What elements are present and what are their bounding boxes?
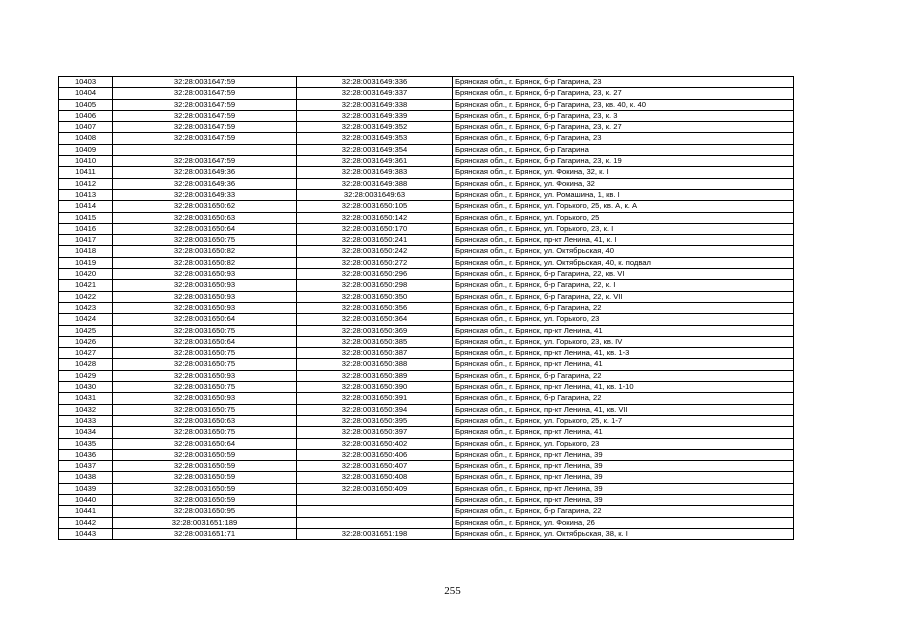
quarter-cadastral-number-cell: 32:28:0031650:93 xyxy=(113,393,297,404)
record-number-cell: 10439 xyxy=(59,483,113,494)
object-cadastral-number-cell: 32:28:0031650:407 xyxy=(297,461,453,472)
record-number-cell: 10422 xyxy=(59,291,113,302)
address-cell: Брянская обл., г. Брянск, пр-кт Ленина, 41 xyxy=(453,325,794,336)
address-cell: Брянская обл., г. Брянск, пр-кт Ленина, 41 xyxy=(453,359,794,370)
address-cell: Брянская обл., г. Брянск, ул. Горького, 25 xyxy=(453,212,794,223)
object-cadastral-number-cell: 32:28:0031650:242 xyxy=(297,246,453,257)
quarter-cadastral-number-cell: 32:28:0031650:64 xyxy=(113,336,297,347)
object-cadastral-number-cell: 32:28:0031650:241 xyxy=(297,235,453,246)
address-cell: Брянская обл., г. Брянск, ул. Горького, 23 xyxy=(453,438,794,449)
quarter-cadastral-number-cell: 32:28:0031650:93 xyxy=(113,370,297,381)
object-cadastral-number-cell: 32:28:0031650:170 xyxy=(297,223,453,234)
quarter-cadastral-number-cell: 32:28:0031650:82 xyxy=(113,257,297,268)
table-row xyxy=(59,201,794,212)
table-row xyxy=(59,427,794,438)
table-row xyxy=(59,280,794,291)
quarter-cadastral-number-cell: 32:28:0031650:93 xyxy=(113,291,297,302)
record-number-cell: 10407 xyxy=(59,122,113,133)
address-cell: Брянская обл., г. Брянск, пр-кт Ленина, 39 xyxy=(453,494,794,505)
record-number-cell: 10429 xyxy=(59,370,113,381)
record-number-cell: 10413 xyxy=(59,189,113,200)
record-number-cell: 10403 xyxy=(59,77,113,88)
object-cadastral-number-cell xyxy=(297,494,453,505)
address-cell: Брянская обл., г. Брянск, б-р Гагарина, 23, к. 27 xyxy=(453,122,794,133)
object-cadastral-number-cell xyxy=(297,517,453,528)
table-row xyxy=(59,189,794,200)
quarter-cadastral-number-cell: 32:28:0031649:36 xyxy=(113,178,297,189)
address-cell: Брянская обл., г. Брянск, ул. Октябрьская, 38, к. I xyxy=(453,528,794,539)
address-cell: Брянская обл., г. Брянск, б-р Гагарина, 23, к. 3 xyxy=(453,110,794,121)
record-number-cell: 10428 xyxy=(59,359,113,370)
address-cell: Брянская обл., г. Брянск, ул. Октябрьская, 40 xyxy=(453,246,794,257)
record-number-cell: 10411 xyxy=(59,167,113,178)
object-cadastral-number-cell: 32:28:0031650:406 xyxy=(297,449,453,460)
record-number-cell: 10436 xyxy=(59,449,113,460)
table-row xyxy=(59,122,794,133)
record-number-cell: 10416 xyxy=(59,223,113,234)
record-number-cell: 10410 xyxy=(59,156,113,167)
table-row xyxy=(59,449,794,460)
address-cell: Брянская обл., г. Брянск, б-р Гагарина, 22 xyxy=(453,393,794,404)
address-cell: Брянская обл., г. Брянск, б-р Гагарина, 23 xyxy=(453,133,794,144)
table-row xyxy=(59,88,794,99)
table-row xyxy=(59,235,794,246)
quarter-cadastral-number-cell: 32:28:0031650:75 xyxy=(113,382,297,393)
quarter-cadastral-number-cell xyxy=(113,144,297,155)
quarter-cadastral-number-cell: 32:28:0031650:82 xyxy=(113,246,297,257)
table-row xyxy=(59,246,794,257)
record-number-cell: 10442 xyxy=(59,517,113,528)
address-cell: Брянская обл., г. Брянск, ул. Горького, 23, к. I xyxy=(453,223,794,234)
address-cell: Брянская обл., г. Брянск, пр-кт Ленина, 39 xyxy=(453,472,794,483)
object-cadastral-number-cell: 32:28:0031650:394 xyxy=(297,404,453,415)
object-cadastral-number-cell: 32:28:0031650:397 xyxy=(297,427,453,438)
table-row xyxy=(59,314,794,325)
quarter-cadastral-number-cell: 32:28:0031650:59 xyxy=(113,494,297,505)
object-cadastral-number-cell: 32:28:0031650:272 xyxy=(297,257,453,268)
table-row xyxy=(59,77,794,88)
quarter-cadastral-number-cell: 32:28:0031647:59 xyxy=(113,122,297,133)
table-row xyxy=(59,167,794,178)
quarter-cadastral-number-cell: 32:28:0031647:59 xyxy=(113,133,297,144)
table-row xyxy=(59,382,794,393)
object-cadastral-number-cell: 32:28:0031650:395 xyxy=(297,415,453,426)
record-number-cell: 10432 xyxy=(59,404,113,415)
address-cell: Брянская обл., г. Брянск, б-р Гагарина, 23 xyxy=(453,77,794,88)
quarter-cadastral-number-cell: 32:28:0031650:75 xyxy=(113,427,297,438)
table-row xyxy=(59,393,794,404)
object-cadastral-number-cell: 32:28:0031649:361 xyxy=(297,156,453,167)
object-cadastral-number-cell: 32:28:0031650:391 xyxy=(297,393,453,404)
object-cadastral-number-cell: 32:28:0031649:383 xyxy=(297,167,453,178)
address-cell: Брянская обл., г. Брянск, ул. Горького, 25, к. 1-7 xyxy=(453,415,794,426)
record-number-cell: 10434 xyxy=(59,427,113,438)
address-cell: Брянская обл., г. Брянск, пр-кт Ленина, 41, кв. 1-10 xyxy=(453,382,794,393)
quarter-cadastral-number-cell: 32:28:0031649:33 xyxy=(113,189,297,200)
address-cell: Брянская обл., г. Брянск, б-р Гагарина, 23, к. 19 xyxy=(453,156,794,167)
table-row xyxy=(59,144,794,155)
record-number-cell: 10406 xyxy=(59,110,113,121)
table-row xyxy=(59,99,794,110)
table-row xyxy=(59,257,794,268)
table-row xyxy=(59,133,794,144)
object-cadastral-number-cell: 32:28:0031650:388 xyxy=(297,359,453,370)
quarter-cadastral-number-cell: 32:28:0031650:59 xyxy=(113,449,297,460)
record-number-cell: 10409 xyxy=(59,144,113,155)
record-number-cell: 10414 xyxy=(59,201,113,212)
address-cell: Брянская обл., г. Брянск, б-р Гагарина, 22 xyxy=(453,370,794,381)
record-number-cell: 10433 xyxy=(59,415,113,426)
quarter-cadastral-number-cell: 32:28:0031647:59 xyxy=(113,156,297,167)
object-cadastral-number-cell: 32:28:0031649:337 xyxy=(297,88,453,99)
address-cell: Брянская обл., г. Брянск, пр-кт Ленина, 41 xyxy=(453,427,794,438)
quarter-cadastral-number-cell: 32:28:0031650:75 xyxy=(113,404,297,415)
object-cadastral-number-cell: 32:28:0031649:353 xyxy=(297,133,453,144)
address-cell: Брянская обл., г. Брянск, пр-кт Ленина, 41, кв. VII xyxy=(453,404,794,415)
quarter-cadastral-number-cell: 32:28:0031650:63 xyxy=(113,212,297,223)
object-cadastral-number-cell: 32:28:0031650:356 xyxy=(297,302,453,313)
table-row xyxy=(59,178,794,189)
quarter-cadastral-number-cell: 32:28:0031650:75 xyxy=(113,325,297,336)
address-cell: Брянская обл., г. Брянск, ул. Октябрьская, 40, к. подвал xyxy=(453,257,794,268)
object-cadastral-number-cell: 32:28:0031649:352 xyxy=(297,122,453,133)
quarter-cadastral-number-cell: 32:28:0031650:93 xyxy=(113,280,297,291)
table-row xyxy=(59,404,794,415)
quarter-cadastral-number-cell: 32:28:0031647:59 xyxy=(113,88,297,99)
object-cadastral-number-cell: 32:28:0031650:385 xyxy=(297,336,453,347)
object-cadastral-number-cell: 32:28:0031650:142 xyxy=(297,212,453,223)
object-cadastral-number-cell: 32:28:0031650:364 xyxy=(297,314,453,325)
record-number-cell: 10438 xyxy=(59,472,113,483)
address-cell: Брянская обл., г. Брянск, б-р Гагарина, 23, кв. 40, к. 40 xyxy=(453,99,794,110)
object-cadastral-number-cell: 32:28:0031650:409 xyxy=(297,483,453,494)
record-number-cell: 10405 xyxy=(59,99,113,110)
quarter-cadastral-number-cell: 32:28:0031647:59 xyxy=(113,99,297,110)
address-cell: Брянская обл., г. Брянск, ул. Ромашина, 1, кв. I xyxy=(453,189,794,200)
address-cell: Брянская обл., г. Брянск, б-р Гагарина, 22 xyxy=(453,506,794,517)
record-number-cell: 10419 xyxy=(59,257,113,268)
quarter-cadastral-number-cell: 32:28:0031650:59 xyxy=(113,461,297,472)
record-number-cell: 10435 xyxy=(59,438,113,449)
address-cell: Брянская обл., г. Брянск, ул. Горького, 23 xyxy=(453,314,794,325)
quarter-cadastral-number-cell: 32:28:0031650:95 xyxy=(113,506,297,517)
address-cell: Брянская обл., г. Брянск, пр-кт Ленина, 39 xyxy=(453,483,794,494)
record-number-cell: 10431 xyxy=(59,393,113,404)
address-cell: Брянская обл., г. Брянск, ул. Фокина, 32, к. I xyxy=(453,167,794,178)
table-row xyxy=(59,438,794,449)
address-cell: Брянская обл., г. Брянск, б-р Гагарина xyxy=(453,144,794,155)
record-number-cell: 10427 xyxy=(59,348,113,359)
address-cell: Брянская обл., г. Брянск, пр-кт Ленина, 39 xyxy=(453,461,794,472)
cadastral-registry-table xyxy=(58,76,794,540)
table-row xyxy=(59,472,794,483)
address-cell: Брянская обл., г. Брянск, ул. Горького, 25, кв. А, к. А xyxy=(453,201,794,212)
table-row xyxy=(59,483,794,494)
record-number-cell: 10421 xyxy=(59,280,113,291)
quarter-cadastral-number-cell: 32:28:0031650:59 xyxy=(113,483,297,494)
address-cell: Брянская обл., г. Брянск, б-р Гагарина, 23, к. 27 xyxy=(453,88,794,99)
quarter-cadastral-number-cell: 32:28:0031650:93 xyxy=(113,302,297,313)
table-row xyxy=(59,348,794,359)
record-number-cell: 10437 xyxy=(59,461,113,472)
object-cadastral-number-cell: 32:28:0031650:298 xyxy=(297,280,453,291)
record-number-cell: 10424 xyxy=(59,314,113,325)
object-cadastral-number-cell: 32:28:0031650:408 xyxy=(297,472,453,483)
record-number-cell: 10423 xyxy=(59,302,113,313)
object-cadastral-number-cell xyxy=(297,506,453,517)
record-number-cell: 10430 xyxy=(59,382,113,393)
quarter-cadastral-number-cell: 32:28:0031649:36 xyxy=(113,167,297,178)
record-number-cell: 10420 xyxy=(59,269,113,280)
quarter-cadastral-number-cell: 32:28:0031647:59 xyxy=(113,77,297,88)
quarter-cadastral-number-cell: 32:28:0031650:62 xyxy=(113,201,297,212)
record-number-cell: 10418 xyxy=(59,246,113,257)
object-cadastral-number-cell: 32:28:0031651:198 xyxy=(297,528,453,539)
quarter-cadastral-number-cell: 32:28:0031650:64 xyxy=(113,314,297,325)
object-cadastral-number-cell: 32:28:0031649:339 xyxy=(297,110,453,121)
object-cadastral-number-cell: 32:28:0031649:336 xyxy=(297,77,453,88)
object-cadastral-number-cell: 32:28:0031650:389 xyxy=(297,370,453,381)
record-number-cell: 10426 xyxy=(59,336,113,347)
object-cadastral-number-cell: 32:28:0031649:388 xyxy=(297,178,453,189)
record-number-cell: 10412 xyxy=(59,178,113,189)
table-row xyxy=(59,302,794,313)
table-row xyxy=(59,494,794,505)
quarter-cadastral-number-cell: 32:28:0031650:75 xyxy=(113,235,297,246)
table-row xyxy=(59,370,794,381)
table-row xyxy=(59,517,794,528)
object-cadastral-number-cell: 32:28:0031650:296 xyxy=(297,269,453,280)
address-cell: Брянская обл., г. Брянск, ул. Горького, 23, кв. IV xyxy=(453,336,794,347)
record-number-cell: 10441 xyxy=(59,506,113,517)
table-row xyxy=(59,336,794,347)
address-cell: Брянская обл., г. Брянск, б-р Гагарина, 22, к. VII xyxy=(453,291,794,302)
object-cadastral-number-cell: 32:28:0031649:63 xyxy=(297,189,453,200)
table-row xyxy=(59,461,794,472)
object-cadastral-number-cell: 32:28:0031649:354 xyxy=(297,144,453,155)
quarter-cadastral-number-cell: 32:28:0031650:64 xyxy=(113,223,297,234)
object-cadastral-number-cell: 32:28:0031650:390 xyxy=(297,382,453,393)
record-number-cell: 10404 xyxy=(59,88,113,99)
object-cadastral-number-cell: 32:28:0031650:105 xyxy=(297,201,453,212)
address-cell: Брянская обл., г. Брянск, б-р Гагарина, 22, к. I xyxy=(453,280,794,291)
table-row xyxy=(59,506,794,517)
record-number-cell: 10417 xyxy=(59,235,113,246)
registry-table-body xyxy=(59,77,794,540)
table-row xyxy=(59,223,794,234)
page-number: 255 xyxy=(444,585,461,597)
record-number-cell: 10408 xyxy=(59,133,113,144)
table-row xyxy=(59,156,794,167)
table-row xyxy=(59,415,794,426)
address-cell: Брянская обл., г. Брянск, б-р Гагарина, 22, кв. VI xyxy=(453,269,794,280)
table-row xyxy=(59,269,794,280)
address-cell: Брянская обл., г. Брянск, б-р Гагарина, 22 xyxy=(453,302,794,313)
address-cell: Брянская обл., г. Брянск, пр-кт Ленина, 41, к. I xyxy=(453,235,794,246)
quarter-cadastral-number-cell: 32:28:0031647:59 xyxy=(113,110,297,121)
table-row xyxy=(59,359,794,370)
object-cadastral-number-cell: 32:28:0031650:350 xyxy=(297,291,453,302)
quarter-cadastral-number-cell: 32:28:0031651:189 xyxy=(113,517,297,528)
quarter-cadastral-number-cell: 32:28:0031650:63 xyxy=(113,415,297,426)
record-number-cell: 10425 xyxy=(59,325,113,336)
quarter-cadastral-number-cell: 32:28:0031650:75 xyxy=(113,359,297,370)
record-number-cell: 10443 xyxy=(59,528,113,539)
object-cadastral-number-cell: 32:28:0031650:369 xyxy=(297,325,453,336)
address-cell: Брянская обл., г. Брянск, пр-кт Ленина, 41, кв. 1-3 xyxy=(453,348,794,359)
table-row xyxy=(59,528,794,539)
quarter-cadastral-number-cell: 32:28:0031650:75 xyxy=(113,348,297,359)
object-cadastral-number-cell: 32:28:0031650:387 xyxy=(297,348,453,359)
object-cadastral-number-cell: 32:28:0031649:338 xyxy=(297,99,453,110)
quarter-cadastral-number-cell: 32:28:0031650:93 xyxy=(113,269,297,280)
record-number-cell: 10440 xyxy=(59,494,113,505)
record-number-cell: 10415 xyxy=(59,212,113,223)
address-cell: Брянская обл., г. Брянск, пр-кт Ленина, 39 xyxy=(453,449,794,460)
address-cell: Брянская обл., г. Брянск, ул. Фокина, 32 xyxy=(453,178,794,189)
quarter-cadastral-number-cell: 32:28:0031650:64 xyxy=(113,438,297,449)
table-row xyxy=(59,291,794,302)
table-row xyxy=(59,325,794,336)
quarter-cadastral-number-cell: 32:28:0031651:71 xyxy=(113,528,297,539)
table-row xyxy=(59,110,794,121)
quarter-cadastral-number-cell: 32:28:0031650:59 xyxy=(113,472,297,483)
address-cell: Брянская обл., г. Брянск, ул. Фокина, 26 xyxy=(453,517,794,528)
table-row xyxy=(59,212,794,223)
object-cadastral-number-cell: 32:28:0031650:402 xyxy=(297,438,453,449)
